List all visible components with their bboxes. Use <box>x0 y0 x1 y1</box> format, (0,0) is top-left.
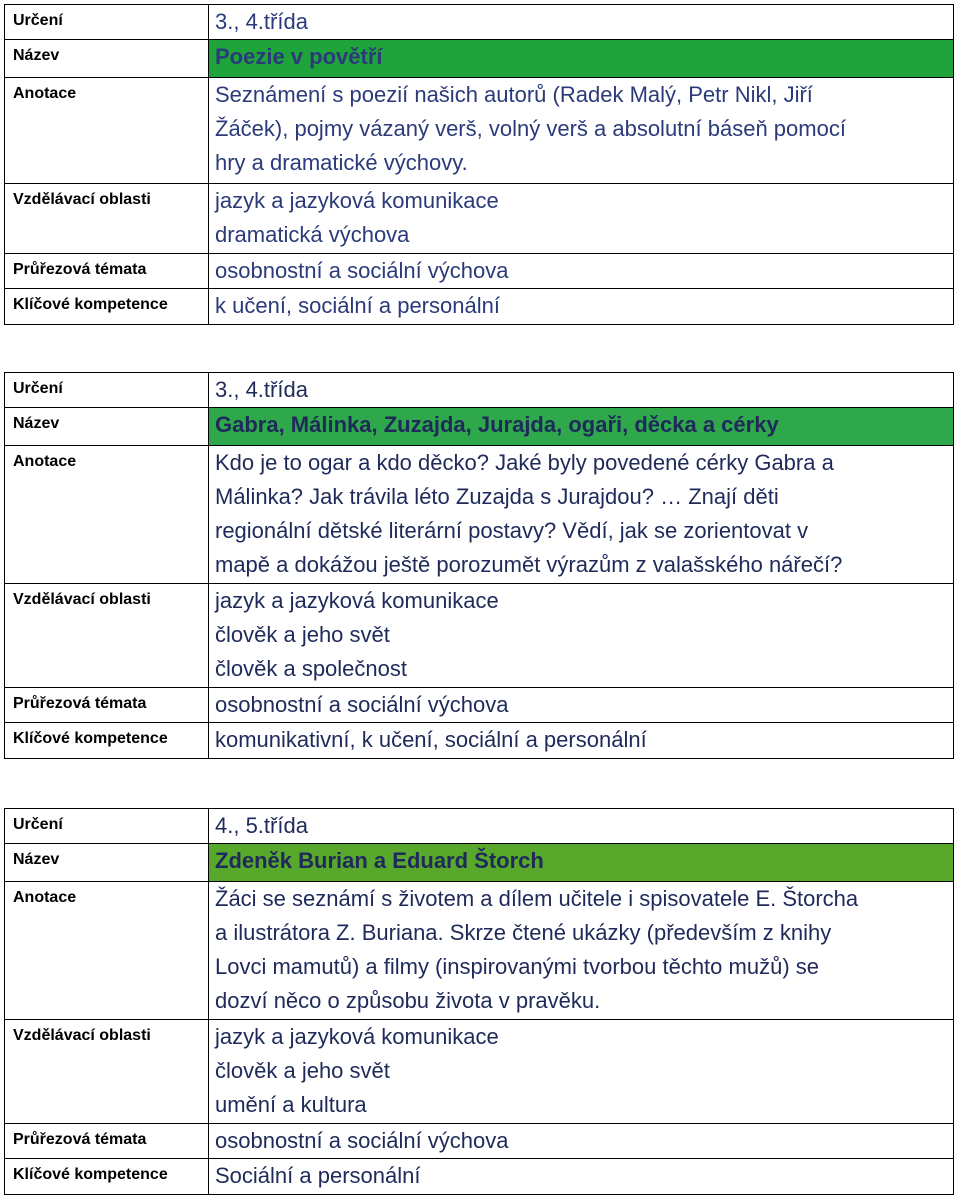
anotace-line: Kdo je to ogar a kdo děcko? Jaké byly povedené cérky Gabra a <box>215 450 834 475</box>
label-urceni: Určení <box>5 809 209 844</box>
anotace-line: Lovci mamutů) a filmy (inspirovanými tvorbou těchto mužů) se <box>215 954 819 979</box>
label-nazev: Název <box>5 844 209 882</box>
oblast-item: jazyk a jazyková komunikace <box>215 1024 499 1049</box>
label-nazev: Název <box>5 40 209 78</box>
value-nazev: Gabra, Málinka, Zuzajda, Jurajda, ogaři, děcka a cérky <box>209 408 954 446</box>
value-oblasti <box>209 184 954 254</box>
anotace-line: hry a dramatické výchovy. <box>215 150 468 175</box>
label-anotace: Anotace <box>5 78 209 184</box>
label-temata: Průřezová témata <box>5 1124 209 1159</box>
value-temata: osobnostní a sociální výchova <box>209 688 954 723</box>
oblast-item: člověk a jeho svět <box>215 622 390 647</box>
value-urceni: 3., 4.třída <box>209 373 954 408</box>
value-temata: osobnostní a sociální výchova <box>209 254 954 289</box>
card-poezie <box>4 4 954 325</box>
anotace-line: mapě a dokážou ještě porozumět výrazům z valašského nářečí? <box>215 552 843 577</box>
value-kompetence: komunikativní, k učení, sociální a personální <box>209 723 954 759</box>
anotace-line: regionální dětské literární postavy? Vědí, jak se zorientovat v <box>215 518 809 543</box>
card-gabra <box>4 372 954 759</box>
label-anotace: Anotace <box>5 446 209 584</box>
anotace-line: Seznámení s poezií našich autorů (Radek Malý, Petr Nikl, Jiří <box>215 82 813 107</box>
value-temata: osobnostní a sociální výchova <box>209 1124 954 1159</box>
label-oblasti: Vzdělávací oblasti <box>5 1020 209 1124</box>
label-kompetence: Klíčové kompetence <box>5 289 209 325</box>
label-kompetence: Klíčové kompetence <box>5 723 209 759</box>
label-kompetence: Klíčové kompetence <box>5 1159 209 1195</box>
anotace-line: Žáci se seznámí s životem a dílem učitele i spisovatele E. Štorcha <box>215 886 859 911</box>
value-urceni: 4., 5.třída <box>209 809 954 844</box>
anotace-line: Žáček), pojmy vázaný verš, volný verš a absolutní báseň pomocí <box>215 116 846 141</box>
value-oblasti <box>209 584 954 688</box>
label-urceni: Určení <box>5 5 209 40</box>
oblast-item: jazyk a jazyková komunikace <box>215 188 499 213</box>
oblast-item: umění a kultura <box>215 1092 367 1117</box>
value-nazev: Zdeněk Burian a Eduard Štorch <box>209 844 954 882</box>
anotace-line: dozví něco o způsobu života v pravěku. <box>215 988 601 1013</box>
anotace-line: a ilustrátora Z. Buriana. Skrze čtené ukázky (především z knihy <box>215 920 832 945</box>
value-oblasti <box>209 1020 954 1124</box>
value-nazev: Poezie v povětří <box>209 40 954 78</box>
label-temata: Průřezová témata <box>5 254 209 289</box>
label-nazev: Název <box>5 408 209 446</box>
label-urceni: Určení <box>5 373 209 408</box>
label-temata: Průřezová témata <box>5 688 209 723</box>
label-oblasti: Vzdělávací oblasti <box>5 184 209 254</box>
label-oblasti: Vzdělávací oblasti <box>5 584 209 688</box>
value-kompetence: k učení, sociální a personální <box>209 289 954 325</box>
oblast-item: dramatická výchova <box>215 222 410 247</box>
value-anotace <box>209 78 954 184</box>
value-anotace <box>209 882 954 1020</box>
value-urceni: 3., 4.třída <box>209 5 954 40</box>
oblast-item: člověk a společnost <box>215 656 407 681</box>
label-anotace: Anotace <box>5 882 209 1020</box>
oblast-item: jazyk a jazyková komunikace <box>215 588 499 613</box>
card-burian-storch <box>4 808 954 1195</box>
oblast-item: člověk a jeho svět <box>215 1058 390 1083</box>
anotace-line: Málinka? Jak trávila léto Zuzajda s Jurajdou? … Znají děti <box>215 484 779 509</box>
value-kompetence: Sociální a personální <box>209 1159 954 1195</box>
value-anotace <box>209 446 954 584</box>
